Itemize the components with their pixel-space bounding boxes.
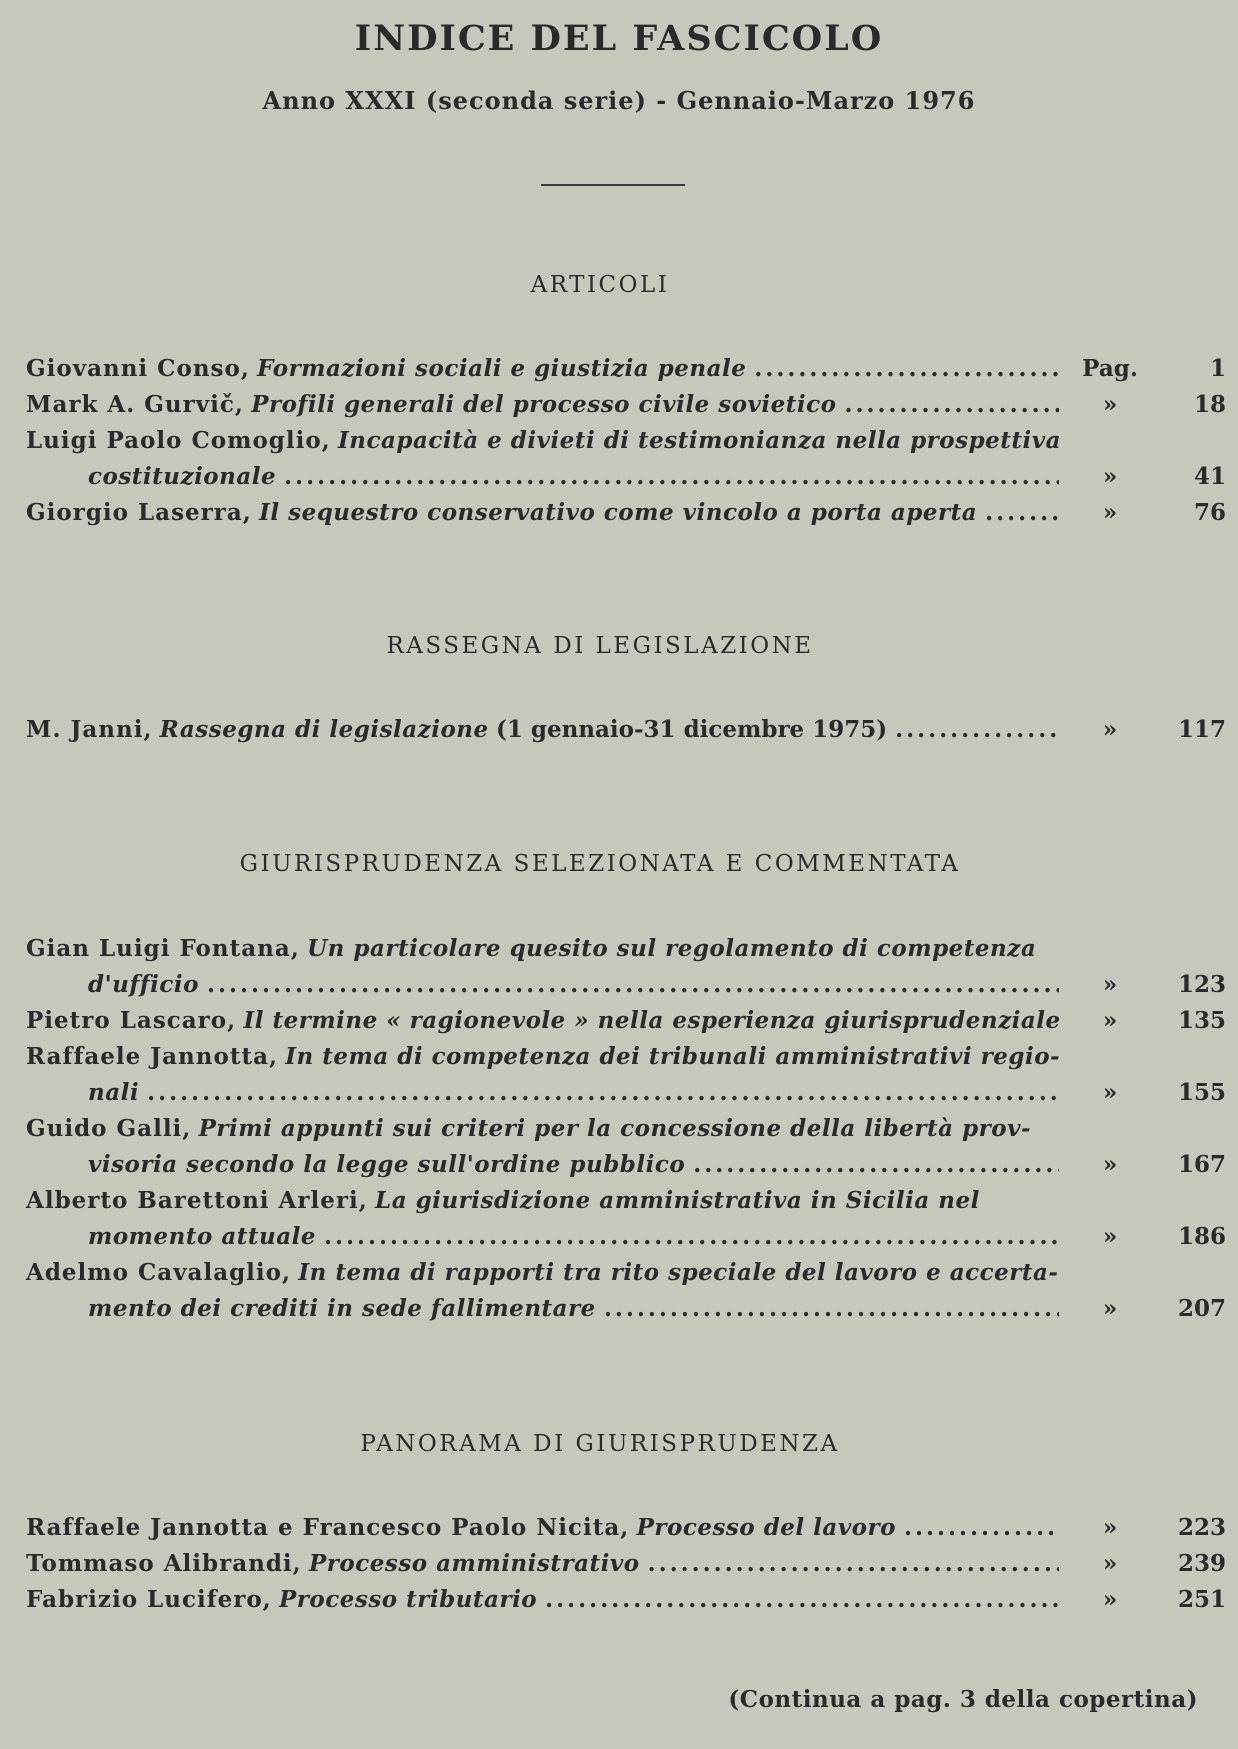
page-number: 155 — [1177, 1079, 1226, 1106]
entry-author: Giovanni Conso, — [26, 355, 250, 382]
entry-title: Profili generali del processo civile sovietico — [251, 391, 837, 418]
entry-title: Incapacità e divieti di testimonianza nella prospettiva — [338, 427, 1062, 454]
page-number: 207 — [1177, 1295, 1226, 1322]
page-prefix: » — [1102, 1586, 1118, 1613]
section-title-panorama: PANORAMA DI GIURISPRUDENZA — [360, 1431, 840, 1457]
page-prefix: » — [1102, 716, 1118, 743]
page-number: 18 — [1193, 391, 1226, 418]
page-prefix: » — [1102, 1550, 1118, 1577]
page-title: INDICE DEL FASCICOLO — [354, 18, 884, 59]
entry-title-continued: costituzionale — [88, 463, 277, 490]
page-prefix: » — [1102, 1007, 1118, 1034]
page-number: 239 — [1177, 1550, 1226, 1577]
section-title-articoli: ARTICOLI — [530, 272, 670, 298]
page-prefix: » — [1102, 463, 1118, 490]
continuation-note: (Continua a pag. 3 della copertina) — [728, 1686, 1198, 1713]
entry-title: Il termine « ragionevole » nella esperienza giurisprudenziale — [243, 1007, 1061, 1034]
page-prefix: » — [1102, 1295, 1118, 1322]
title-divider — [541, 184, 685, 186]
entry-author: M. Janni, — [26, 716, 153, 743]
page-number: 1 — [1209, 355, 1226, 382]
page-number: 41 — [1193, 463, 1226, 490]
entry-title: Processo amministrativo — [308, 1550, 640, 1577]
page-prefix: » — [1102, 1079, 1118, 1106]
page-prefix: » — [1102, 499, 1118, 526]
entry-author: Giorgio Laserra, — [26, 499, 252, 526]
issue-subtitle: Anno XXXI (seconda serie) - Gennaio-Marzo 1976 — [262, 86, 976, 115]
page-number: 167 — [1177, 1151, 1226, 1178]
page-number: 135 — [1177, 1007, 1226, 1034]
entry-title-continued: visoria secondo la legge sull'ordine pubblico — [88, 1151, 686, 1178]
section-title-rassegna: RASSEGNA DI LEGISLAZIONE — [386, 633, 814, 659]
entry-title: Primi appunti sui criteri per la concessione della libertà prov- — [198, 1115, 1032, 1142]
page-prefix: » — [1102, 971, 1118, 998]
page-prefix: » — [1102, 1151, 1118, 1178]
entry-author: Luigi Paolo Comoglio, — [26, 427, 331, 454]
entry-title: In tema di rapporti tra rito speciale del lavoro e accerta- — [298, 1259, 1059, 1286]
page-number: 251 — [1177, 1586, 1226, 1613]
entry-title-continued: d'ufficio — [88, 971, 199, 998]
entry-author: Fabrizio Lucifero, — [26, 1586, 272, 1613]
entry-title-continued: nali — [88, 1079, 140, 1106]
entry-author: Alberto Barettoni Arleri, — [26, 1187, 368, 1214]
entry-title-continued: momento attuale — [88, 1223, 316, 1250]
page-prefix: Pag. — [1082, 355, 1138, 382]
entry-date-range: (1 gennaio-31 dicembre 1975) — [495, 716, 888, 743]
entry-title: Processo tributario — [279, 1586, 538, 1613]
entry-author: Mark A. Gurvič, — [26, 391, 244, 418]
page-number: 223 — [1177, 1514, 1226, 1541]
entry-title: La giurisdizione amministrativa in Sicilia nel — [375, 1187, 980, 1214]
entry-title: Processo del lavoro — [636, 1514, 896, 1541]
entry-author: Tommaso Alibrandi, — [26, 1550, 302, 1577]
entry-author: Raffaele Jannotta e Francesco Paolo Nicita, — [26, 1514, 630, 1541]
entry-title: Il sequestro conservativo come vincolo a porta aperta — [259, 499, 978, 526]
page-number: 117 — [1177, 716, 1226, 743]
entry-author: Pietro Lascaro, — [26, 1007, 237, 1034]
entry-author: Adelmo Cavalaglio, — [26, 1259, 292, 1286]
entry-title: Rassegna di legislazione — [159, 716, 489, 743]
page-number: 123 — [1177, 971, 1226, 998]
page-number: 186 — [1177, 1223, 1226, 1250]
entry-author: Raffaele Jannotta, — [26, 1043, 278, 1070]
entry-title-continued: mento dei crediti in sede fallimentare — [88, 1295, 596, 1322]
page-number: 76 — [1193, 499, 1226, 526]
entry-title: In tema di competenza dei tribunali amministrativi regio- — [285, 1043, 1061, 1070]
section-title-giurisprudenza: GIURISPRUDENZA SELEZIONATA E COMMENTATA — [239, 851, 961, 877]
page-prefix: » — [1102, 1514, 1118, 1541]
entry-title: Formazioni sociali e giustizia penale — [257, 355, 747, 382]
page-prefix: » — [1102, 391, 1118, 418]
page-prefix: » — [1102, 1223, 1118, 1250]
entry-title: Un particolare quesito sul regolamento di competenza — [307, 935, 1037, 962]
entry-author: Guido Galli, — [26, 1115, 192, 1142]
entry-author: Gian Luigi Fontana, — [26, 935, 300, 962]
